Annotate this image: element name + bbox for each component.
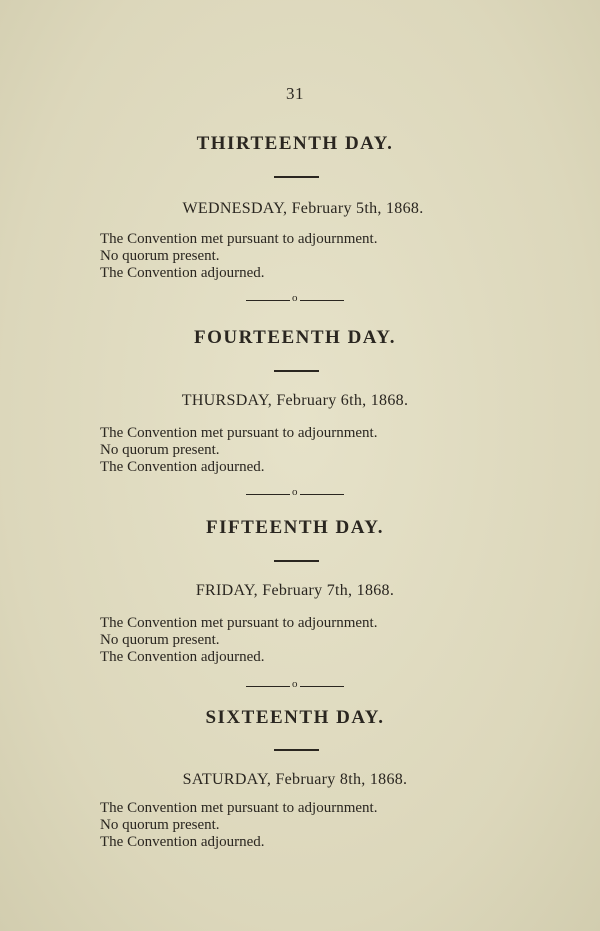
title-rule <box>274 176 319 178</box>
separator-mark: o <box>292 292 298 304</box>
section-separator <box>246 680 346 692</box>
day-title-fourteenth: FOURTEENTH DAY. <box>193 327 397 348</box>
minutes-line: The Convention met pursuant to adjournment. <box>100 231 378 247</box>
minutes-line: The Convention met pursuant to adjournment. <box>100 615 378 631</box>
title-rule <box>274 560 319 562</box>
minutes-line: No quorum present. <box>100 632 220 648</box>
minutes-line: The Convention adjourned. <box>100 649 265 665</box>
separator-mark: o <box>292 678 298 690</box>
page-number: 31 <box>286 84 304 103</box>
minutes-line: The Convention adjourned. <box>100 834 265 850</box>
section-separator <box>246 488 346 500</box>
minutes-line: The Convention adjourned. <box>100 265 265 281</box>
day-minutes <box>100 425 377 476</box>
minutes-line: The Convention adjourned. <box>100 459 265 475</box>
separator-mark: o <box>292 486 298 498</box>
minutes-line: No quorum present. <box>100 817 220 833</box>
minutes-line: The Convention met pursuant to adjournment. <box>100 800 378 816</box>
date-line-friday: FRIDAY, February 7th, 1868. <box>195 582 395 599</box>
day-title-sixteenth: SIXTEENTH DAY. <box>205 707 385 728</box>
title-rule <box>274 749 319 751</box>
section-separator <box>246 294 346 306</box>
day-title-thirteenth: THIRTEENTH DAY. <box>196 133 394 154</box>
day-title-fifteenth: FIFTEENTH DAY. <box>206 517 384 538</box>
date-line-saturday: SATURDAY, February 8th, 1868. <box>182 771 408 788</box>
minutes-line: No quorum present. <box>100 248 220 264</box>
minutes-line: No quorum present. <box>100 442 220 458</box>
minutes-line: The Convention met pursuant to adjournment. <box>100 425 378 441</box>
title-rule <box>274 370 319 372</box>
day-minutes <box>100 800 377 851</box>
day-minutes <box>100 231 377 282</box>
date-line-wednesday: WEDNESDAY, February 5th, 1868. <box>182 200 424 217</box>
day-minutes <box>100 615 377 666</box>
date-line-thursday: THURSDAY, February 6th, 1868. <box>181 392 409 409</box>
